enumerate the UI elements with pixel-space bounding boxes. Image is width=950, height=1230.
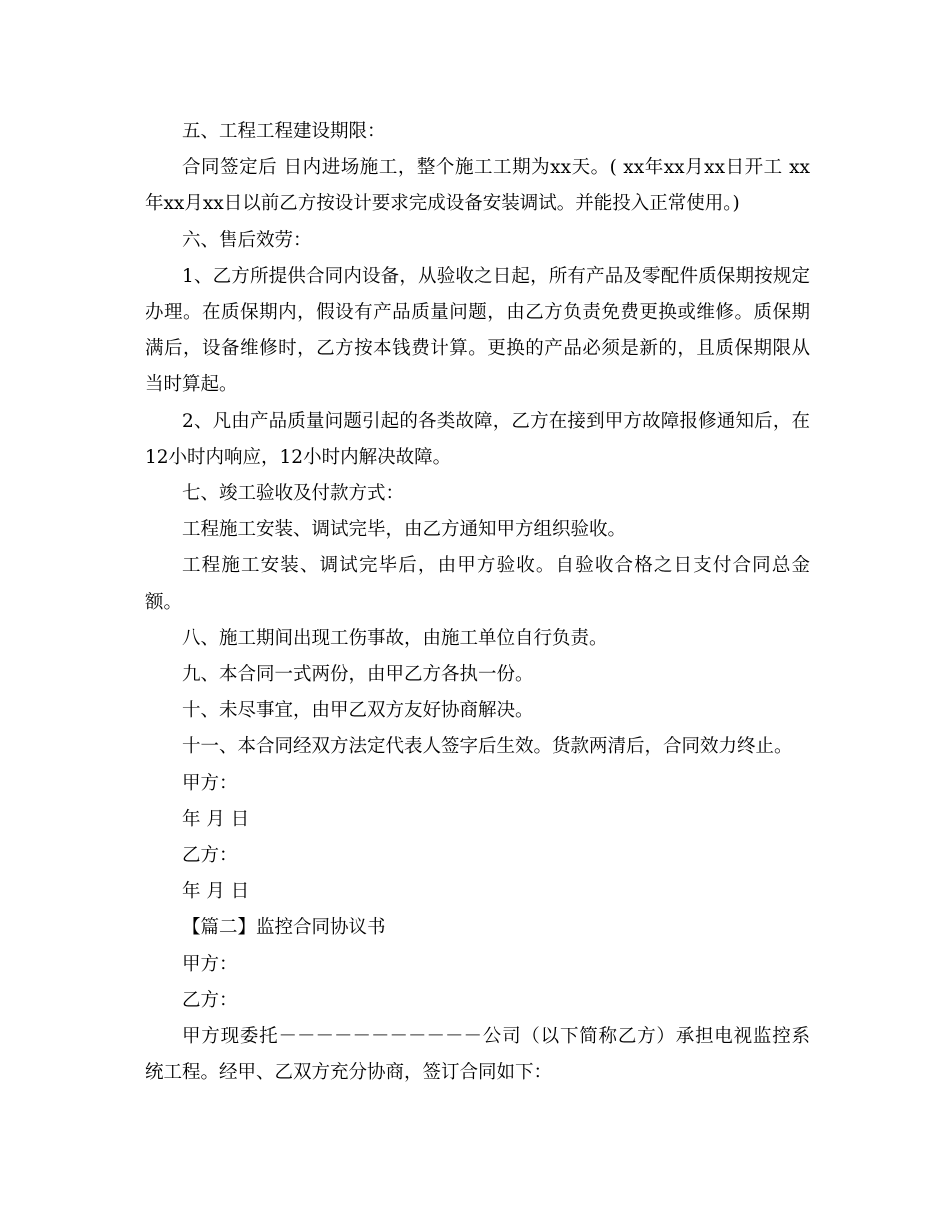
signature-party-b-date: 年 月 日 xyxy=(182,881,250,903)
document-body xyxy=(145,114,810,1091)
signature-party-b-label: 乙方： xyxy=(182,845,238,867)
paragraph-fault-response: 2、凡由产品质量问题引起的各类故障，乙方在接到甲方故障报修通知后，在12小时内响应，12小时内解决故障。 xyxy=(145,410,810,468)
party-b-label: 乙方： xyxy=(182,989,238,1011)
section-heading-acceptance-payment: 七、竣工验收及付款方式： xyxy=(182,483,405,505)
signature-party-a-label: 甲方： xyxy=(182,772,238,794)
paragraph-unresolved-matters: 十、未尽事宜，由甲乙双方友好协商解决。 xyxy=(182,700,534,722)
section-heading-construction-period: 五、工程工程建设期限： xyxy=(182,121,386,142)
paragraph-effectiveness: 十一、本合同经双方法定代表人签字后生效。货款两清后，合同效力终止。 xyxy=(182,736,793,758)
paragraph-acceptance-notice: 工程施工安装、调试完毕，由乙方通知甲方组织验收。 xyxy=(182,519,627,541)
section-title-part-two: 【篇二】监控合同协议书 xyxy=(182,917,386,939)
paragraph-commission: 甲方现委托－－－－－－－－－－－公司（以下简称乙方）承担电视监控系统工程。经甲、乙双方充分协商，签订合同如下： xyxy=(145,1026,810,1084)
paragraph-payment: 工程施工安装、调试完毕后，由甲方验收。自验收合格之日支付合同总金额。 xyxy=(145,555,810,613)
paragraph-copies: 九、本合同一式两份，由甲乙方各执一份。 xyxy=(182,664,534,686)
paragraph-warranty: 1、乙方所提供合同内设备，从验收之日起，所有产品及零配件质保期按规定办理。在质保期内，假设有产品质量问题，由乙方负责免费更换或维修。质保期满后，设备维修时，乙方按本钱费计算。更换的产品必须是新的，且质保期限从当时算起。 xyxy=(145,265,810,396)
party-a-label: 甲方： xyxy=(182,953,238,975)
paragraph-construction-schedule: 合同签定后 日内进场施工，整个施工工期为xx天。( xx年xx月xx日开工 xx年xx月xx日以前乙方按设计要求完成设备安装调试。并能投入正常使用。) xyxy=(145,157,810,215)
paragraph-injury-liability: 八、施工期间出现工伤事故，由施工单位自行负责。 xyxy=(182,627,608,649)
signature-party-a-date: 年 月 日 xyxy=(182,808,250,830)
section-heading-after-sales: 六、售后效劳： xyxy=(182,229,312,251)
